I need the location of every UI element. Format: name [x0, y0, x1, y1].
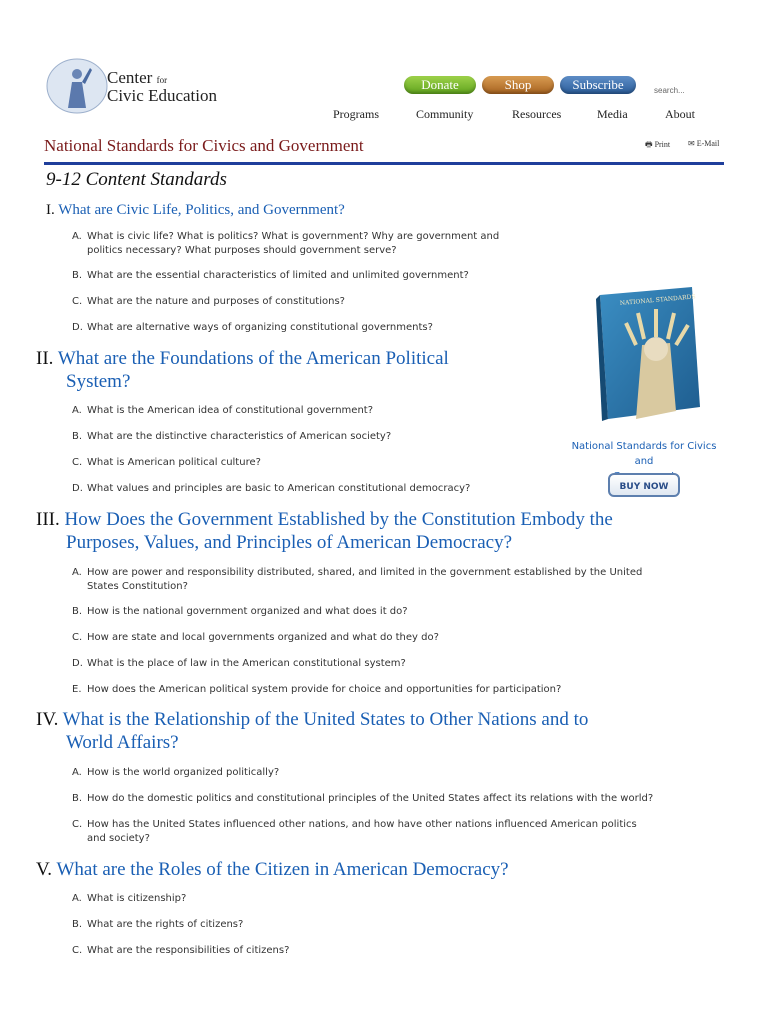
- email-label: E-Mail: [696, 139, 720, 148]
- section-number: I.: [46, 202, 55, 218]
- question-1c: C. What are the nature and purposes of constitutions?: [72, 296, 345, 307]
- section-number: IV.: [36, 709, 59, 730]
- print-icon: 🖶: [645, 140, 653, 149]
- section-number: II.: [36, 348, 54, 369]
- question-3e: E. How does the American political system provide for choice and opportunities for participation?: [72, 684, 562, 695]
- question-5b: B. What are the rights of citizens?: [72, 919, 244, 930]
- section-2-title[interactable]: [36, 347, 449, 393]
- nav-resources[interactable]: Resources: [512, 107, 562, 121]
- title-divider: [44, 162, 724, 165]
- question-3d: D. What is the place of law in the American constitutional system?: [72, 658, 406, 669]
- search-input[interactable]: search...: [654, 86, 685, 95]
- question-1a: A. What is civic life? What is politics? What is government? Why are government and politics necessary? What purposes should government serve?: [72, 231, 500, 256]
- buy-now-button[interactable]: BUY NOW: [608, 473, 680, 497]
- question-2d: D. What values and principles are basic to American constitutional democracy?: [72, 483, 471, 494]
- book-cover-title: NATIONAL STANDARDS: [619, 293, 696, 307]
- question-2a: A. What is the American idea of constitutional government?: [72, 405, 374, 416]
- question-2c: C. What is American political culture?: [72, 457, 261, 468]
- subscribe-button[interactable]: Subscribe: [560, 76, 636, 94]
- site-header: [0, 0, 768, 130]
- question-4c: C. How has the United States influenced other nations, and how have other nations influenced American politics and society?: [72, 819, 637, 844]
- section-title-text: World Affairs?: [66, 732, 179, 753]
- site-logo-text[interactable]: [107, 70, 217, 104]
- question-2b: B. What are the distinctive characteristics of American society?: [72, 431, 392, 442]
- question-5c: C. What are the responsibilities of citizens?: [72, 945, 290, 956]
- section-3-title[interactable]: [36, 508, 613, 554]
- book-cover-image[interactable]: [596, 285, 702, 425]
- question-1d: D. What are alternative ways of organizing constitutional governments?: [72, 322, 433, 333]
- nav-community[interactable]: Community: [416, 107, 474, 121]
- section-5-title[interactable]: [36, 858, 509, 881]
- question-4b: B. How do the domestic politics and constitutional principles of the United States affect its relations with the world?: [72, 793, 654, 804]
- logo-line1: Center: [107, 68, 153, 87]
- section-title-text: What is the Relationship of the United States to Other Nations and to: [62, 709, 589, 730]
- nav-programs[interactable]: Programs: [333, 107, 379, 121]
- question-3c: C. How are state and local governments organized and what do they do?: [72, 632, 439, 643]
- nav-about[interactable]: About: [665, 107, 695, 121]
- section-title-text: System?: [66, 371, 131, 392]
- email-link[interactable]: [688, 139, 719, 148]
- content-standards-heading: 9-12 Content Standards: [46, 169, 227, 190]
- caption-line1: National Standards for Civics and: [571, 441, 717, 467]
- question-3a: A. How are power and responsibility distributed, shared, and limited in the government established by the United States Constitution?: [72, 567, 643, 592]
- section-title-text: What are Civic Life, Politics, and Government?: [58, 202, 345, 218]
- question-4a: A. How is the world organized politically?: [72, 767, 280, 778]
- logo-statue-icon[interactable]: [46, 58, 108, 114]
- email-icon: ✉: [688, 139, 695, 148]
- question-1b: B. What are the essential characteristics of limited and unlimited government?: [72, 270, 469, 281]
- print-link[interactable]: [645, 139, 670, 153]
- section-title-text: Purposes, Values, and Principles of American Democracy?: [66, 532, 513, 553]
- section-title-text: What are the Roles of the Citizen in American Democracy?: [56, 859, 509, 880]
- question-5a: A. What is citizenship?: [72, 893, 187, 904]
- logo-for: for: [156, 75, 168, 85]
- print-label: Print: [654, 140, 671, 149]
- section-4-title[interactable]: [36, 708, 588, 754]
- section-number: V.: [36, 859, 53, 880]
- section-number: III.: [36, 509, 60, 530]
- section-1-title[interactable]: [46, 199, 345, 222]
- question-3b: B. How is the national government organized and what does it do?: [72, 606, 408, 617]
- page-title: National Standards for Civics and Government: [44, 136, 364, 155]
- nav-media[interactable]: Media: [597, 107, 628, 121]
- section-title-text: How Does the Government Established by the Constitution Embody the: [64, 509, 613, 530]
- section-title-text: What are the Foundations of the American Political: [57, 348, 449, 369]
- donate-button[interactable]: Donate: [404, 76, 476, 94]
- shop-button[interactable]: Shop: [482, 76, 554, 94]
- logo-line2: Civic Education: [107, 86, 218, 105]
